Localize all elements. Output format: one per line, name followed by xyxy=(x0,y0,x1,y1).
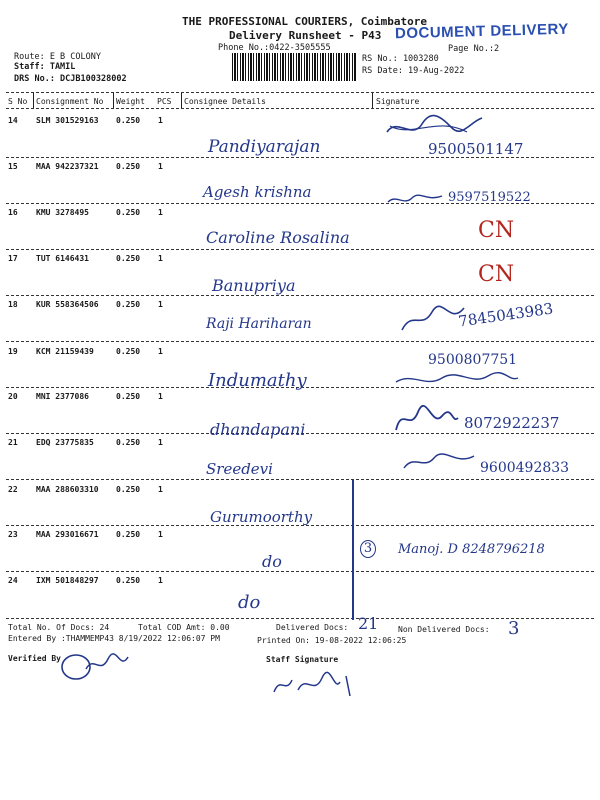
barcode xyxy=(232,53,357,81)
row-sno: 24 xyxy=(8,576,18,585)
verified-by-label: Verified By xyxy=(8,654,61,663)
handwritten-consignee: dhandapani xyxy=(210,420,306,439)
row-pcs: 1 xyxy=(158,254,163,263)
row-consignment: MAA 942237321 xyxy=(36,162,99,171)
table-row xyxy=(8,116,368,130)
handwritten-phone: 9500807751 xyxy=(428,352,518,368)
page-number: Page No.:2 xyxy=(448,44,500,54)
row-rule xyxy=(6,249,594,250)
handwritten-consignee: Agesh krishna xyxy=(203,183,312,201)
row-rule xyxy=(6,295,594,296)
table-row xyxy=(8,162,368,176)
col-consignee: Consignee Details xyxy=(184,97,266,106)
staff-signature-label: Staff Signature xyxy=(266,655,339,664)
table-bottom-rule xyxy=(6,618,594,619)
non-delivered-label: Non Delivered Docs: xyxy=(398,625,490,634)
rs-number: RS No.: 1003280 xyxy=(362,54,439,64)
row-pcs: 1 xyxy=(158,162,163,171)
row-sno: 21 xyxy=(8,438,18,447)
row-pcs: 1 xyxy=(158,530,163,539)
handwritten-consignee: Caroline Rosalina xyxy=(206,228,350,247)
handwritten-phone: 9500501147 xyxy=(428,140,524,158)
staff: Staff: TAMIL xyxy=(14,62,76,72)
handwritten-consignee: Banupriya xyxy=(212,276,296,295)
signature-scribble xyxy=(400,448,480,474)
staff-signature xyxy=(270,668,360,700)
handwritten-ditto: do xyxy=(238,592,261,613)
row-pcs: 1 xyxy=(158,208,163,217)
handwritten-ditto: do xyxy=(262,552,282,571)
non-delivered-count: 3 xyxy=(508,618,520,639)
delivered-docs-label: Delivered Docs: xyxy=(276,623,349,632)
col-pcs: PCS xyxy=(157,97,172,106)
table-row xyxy=(8,347,368,361)
row-weight: 0.250 xyxy=(116,116,141,125)
handwritten-phone: 7845043983 xyxy=(457,299,555,331)
signature-scribble xyxy=(392,402,462,436)
handwritten-cn-mark: CN xyxy=(478,262,515,287)
row-pcs: 1 xyxy=(158,485,163,494)
signature-scribble xyxy=(392,368,522,390)
col-separator xyxy=(372,93,373,108)
handwritten-phone: 9600492833 xyxy=(480,460,570,476)
handwritten-consignee: Gurumoorthy xyxy=(210,508,313,526)
entered-by: Entered By :THAMMEMP43 8/19/2022 12:06:07 PM xyxy=(8,634,220,643)
handwritten-name-phone: Manoj. D 8248796218 xyxy=(398,542,545,557)
row-weight: 0.250 xyxy=(116,392,141,401)
col-consignment: Consignment No xyxy=(36,97,104,106)
row-weight: 0.250 xyxy=(116,576,141,585)
handwritten-consignee: Raji Hariharan xyxy=(206,316,312,332)
col-sno: S No xyxy=(8,97,28,106)
row-consignment: IXM 501848297 xyxy=(36,576,99,585)
header-top-rule xyxy=(6,92,594,93)
table-row xyxy=(8,254,368,268)
col-separator xyxy=(33,93,34,108)
drs-number: DRS No.: DCJB100328002 xyxy=(14,74,127,84)
row-weight: 0.250 xyxy=(116,438,141,447)
row-rule xyxy=(6,341,594,342)
row-pcs: 1 xyxy=(158,116,163,125)
col-separator xyxy=(181,93,182,108)
table-row xyxy=(8,392,368,406)
row-rule xyxy=(6,479,594,480)
delivered-docs-count: 21 xyxy=(358,614,379,633)
row-consignment: KUR 558364506 xyxy=(36,300,99,309)
row-weight: 0.250 xyxy=(116,254,141,263)
row-consignment: EDQ 23775835 xyxy=(36,438,94,447)
row-sno: 17 xyxy=(8,254,18,263)
handwritten-phone: 8072922237 xyxy=(464,414,560,432)
col-weight: Weight xyxy=(116,97,145,106)
row-sno: 23 xyxy=(8,530,18,539)
row-consignment: MAA 288603310 xyxy=(36,485,99,494)
row-consignment: SLM 301529163 xyxy=(36,116,99,125)
handwritten-consignee: Indumathy xyxy=(208,370,307,391)
table-row xyxy=(8,576,368,590)
table-row xyxy=(8,208,368,222)
total-docs: Total No. Of Docs: 24 xyxy=(8,623,110,632)
table-row xyxy=(8,530,368,544)
bracket-line xyxy=(352,480,354,620)
company-name: THE PROFESSIONAL COURIERS, Coimbatore xyxy=(182,15,428,28)
row-pcs: 1 xyxy=(158,392,163,401)
row-sno: 20 xyxy=(8,392,18,401)
row-weight: 0.250 xyxy=(116,208,141,217)
row-sno: 19 xyxy=(8,347,18,356)
row-sno: 16 xyxy=(8,208,18,217)
row-weight: 0.250 xyxy=(116,530,141,539)
row-consignment: MNI 2377086 xyxy=(36,392,89,401)
row-pcs: 1 xyxy=(158,347,163,356)
row-consignment: KCM 21159439 xyxy=(36,347,94,356)
col-signature: Signature xyxy=(376,97,420,106)
row-weight: 0.250 xyxy=(116,485,141,494)
signature-scribble xyxy=(382,112,492,142)
row-sno: 15 xyxy=(8,162,18,171)
row-sno: 14 xyxy=(8,116,18,125)
row-consignment: TUT 6146431 xyxy=(36,254,89,263)
table-row xyxy=(8,300,368,314)
row-rule xyxy=(6,571,594,572)
route: Route: E B COLONY xyxy=(14,52,101,62)
row-weight: 0.250 xyxy=(116,347,141,356)
col-separator xyxy=(113,93,114,108)
table-row xyxy=(8,438,368,452)
sheet-title: Delivery Runsheet - P43 xyxy=(229,29,382,42)
table-row xyxy=(8,485,368,499)
handwritten-consignee: Pandiyarajan xyxy=(208,137,321,157)
total-cod: Total COD Amt: 0.00 xyxy=(138,623,230,632)
document-delivery-stamp: DOCUMENT DELIVERY xyxy=(394,20,569,43)
header-bottom-rule xyxy=(6,108,594,109)
row-pcs: 1 xyxy=(158,300,163,309)
rs-date: RS Date: 19-Aug-2022 xyxy=(362,66,465,76)
row-pcs: 1 xyxy=(158,438,163,447)
printed-on: Printed On: 19-08-2022 12:06:25 xyxy=(257,636,407,645)
row-sno: 22 xyxy=(8,485,18,494)
verified-signature xyxy=(56,645,132,685)
row-consignment: MAA 293016671 xyxy=(36,530,99,539)
phone-number: Phone No.:0422-3505555 xyxy=(218,43,331,53)
row-weight: 0.250 xyxy=(116,300,141,309)
row-sno: 18 xyxy=(8,300,18,309)
handwritten-consignee: Sreedevi xyxy=(206,460,273,478)
row-weight: 0.250 xyxy=(116,162,141,171)
row-consignment: KMU 3278495 xyxy=(36,208,89,217)
handwritten-phone: 9597519522 xyxy=(448,190,531,205)
bracket-count-mark: 3 xyxy=(360,540,376,558)
handwritten-cn-mark: CN xyxy=(478,218,515,243)
row-pcs: 1 xyxy=(158,576,163,585)
signature-scribble xyxy=(386,190,446,208)
